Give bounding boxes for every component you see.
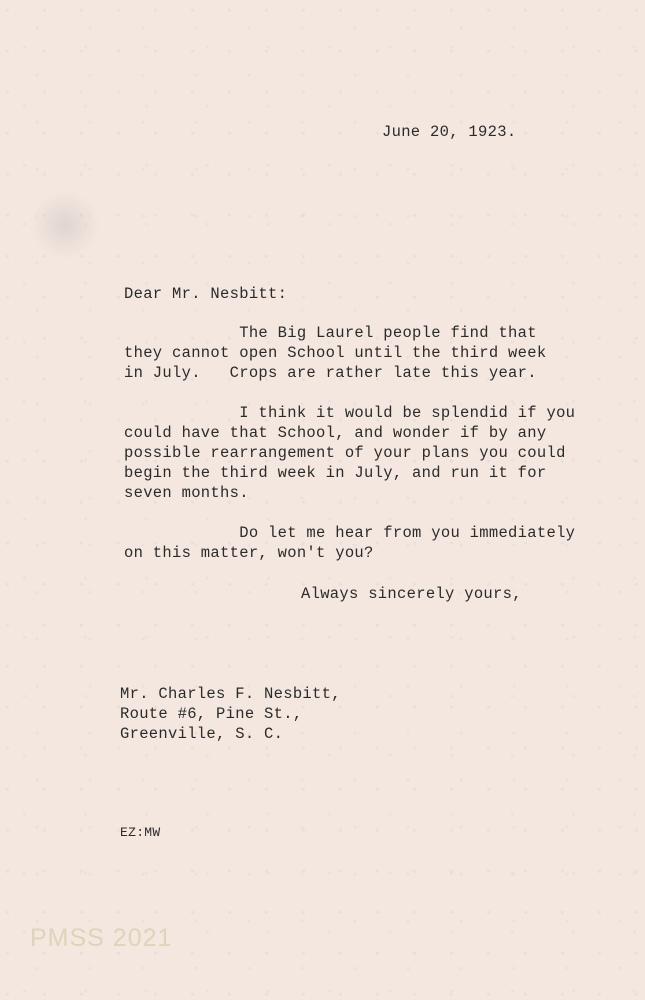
paragraph-line: begin the third week in July, and run it for [124,464,547,482]
paragraph-line: possible rearrangement of your plans you could [124,444,566,462]
paragraph-line: seven months. [124,484,249,502]
paragraph-line: on this matter, won't you? [124,544,374,562]
address-line: Mr. Charles F. Nesbitt, [120,685,341,703]
paper-smudge [30,190,100,260]
address-line: Greenville, S. C. [120,725,284,743]
paragraph-line: Do let me hear from you immediately [124,524,576,542]
paragraph-line: could have that School, and wonder if by any [124,424,547,442]
address-line: Route #6, Pine St., [120,705,303,723]
archive-watermark: PMSS 2021 [30,924,173,952]
paragraph-line: I think it would be splendid if you [124,404,576,422]
salutation: Dear Mr. Nesbitt: [124,285,288,303]
paragraph-line: in July. Crops are rather late this year. [124,364,537,382]
letter-date: June 20, 1923. [382,123,517,141]
paragraph-line: they cannot open School until the third week [124,344,547,362]
paragraph-line: The Big Laurel people find that [124,324,537,342]
closing: Always sincerely yours, [301,585,522,603]
reference-initials: EZ:MW [120,825,161,840]
